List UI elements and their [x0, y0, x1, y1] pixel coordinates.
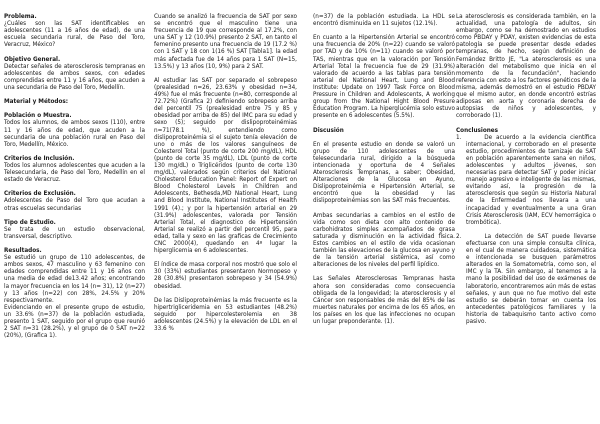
column-4-paragraph-1: La aterosclerosis es considerada también, en la actualidad, una patología de adultos, sin embargo, como se ha demostrado en estudios como PBDAY y PDAY, existen evidencias de esta patología se puede presentar desde edades tempranas, de hecho, según definición de Fernández Britto JE, "La aterosclerosis es una alteración del metabolismo que inicia en el momento de la fecundación", haciendo referencia con esto a los factores genéticos de la misma, además demostró en el estudio PBDAY que el mismo autor, en donde encontró estrías adiposas en aorta y coronaria derecha de autopsias de niños y adolescentes, y corroborado (1). [456, 14, 596, 120]
inclusion-heading: Criterios de Inclusión. [4, 155, 75, 162]
problem-heading: Problema. [4, 14, 37, 20]
column-2-paragraph-4: De las Dislipoproteinémias la más frecuente es la hipertrigliceridemia en 53 estudiantes (48.2%) seguido por hipercolesterolemia en 38 adolescentes (24.5%) y la elevación de LDL en el 33.6 % [154, 297, 297, 333]
study-type-text: Se trata de un estudio observacional, transversal, descriptivo. [4, 226, 145, 240]
column-2-paragraph-1: Cuando se analizó la frecuencia de SAT por sexo se encontró que el masculino tiene una frecuencia de 19 que corresponde al 17.2%, con una SAT y 12 (10.9%) presento 2 SAT, en tanto el femenino presento una frecuencia de 19 (17.2 %) con 1 SAT y 18 con 1(16 %) SAT [Tabla1]. la edad más afectada fue de 14 años para 1 SAT (N=15, 13.5%) y 13 años (10, 9%) para 2 SAT. [154, 14, 297, 70]
column-3-paragraph-1: (n=37) de la población estudiada. La HDL se encontró disminuida en 11 sujetos (12.1%). [313, 14, 455, 28]
column-3 [313, 14, 455, 326]
column-4 [456, 14, 596, 326]
problem-text: ¿Cuáles son las SAT identificables en adolescentes (11 a 16 años de edad), de una escuela secundaria rural, de Paso del Toro, Veracruz, México? [4, 21, 145, 49]
results-heading: Resultados. [4, 248, 42, 255]
results-text-2: Evidenciando en el presente grupo de estudio, un 33.6% (n=37) de la población estudiada, presento 1 SAT, seguido por el grupo que reunió 2 SAT n=31 (28.2%), y el grupo de 0 SAT n=22 (20%), (Grafica 1). [4, 304, 145, 340]
column-2-paragraph-2: Al estudiar las SAT por separado el sobrepeso (prealesidad n=26, 23.63% y obesidad n=34, 49%) fue el más frecuente (n=80, corresponde al 72.72%) (Grafica 2) definiendo sobrepeso arriba del percentil 75 (prealesidad entre 75 y 85 y obesidad por arriba de 85) del IMC para su edad y sexo (5); seguido por dislipoproteinémias n=71(78.1 %), entendiendo como dislipoproteinémia si el sujeto tenía elevación de uno o más de los valores sanguíneos de Colesterol Total (punto de corte 200 mg/dL), HDL (punto de corte 35 mg/dL), LDL (punto de corte 130 mg/dL) o Triglicéridos (punto de corte 130 mg/dL), valorados según criterios del National Cholesterol Education Panel: Report of Expert on Blood Cholesterol Levels in Children and Adolescents, Bethesda,MD National Heart, Lung and Blood Institute, National Institutes of Health 1991 (4).; y por la hipertensión arterial en 29 (31.9%) adolescentes, valorada por Tensión Arterial Total, el diagnostico de Hipertensión Arterial se realizó a partir del percentil 95, para edad, talla y sexo en las graficas de Crecimiento CNC 2000(4), quedando en 4º lugar la hiperglicemia en 6 adolescentes. [154, 77, 297, 255]
population-text: Todos los alumnos, de ambos sexos (110), entre 11 y 16 años de edad, que acuden a la secundaria de una población rural en Paso del Toro, Medellín, México. [4, 120, 145, 148]
inclusion-text: Todos los alumnos adolescentes que acuden a la Telesecundaria, de Paso del Toro, Medellín en el estado de Veracruz. [4, 162, 145, 184]
study-type-heading: Tipo de Estudio. [4, 219, 56, 226]
discussion-heading: Discusión [313, 127, 344, 134]
conclusion-item-1: 1. De acuerdo a la evidencia científica internacional, y corroborado en el presente estudio, procedimientos de tamizaje de SAT en población aparentemente sana en niños, adolescentes y adultos jóvenes, son necesarias para detectar SAT y poder iniciar manejo agresivo e inteligente de las mismas, evitando así, la progresión de la aterosclerosis que según su Historia Natural de la Enfermedad nos llevara a una incapacidad y eventualmente a una Gran Crisis Aterosclerosis (IAM, ECV hemorrágica o trombótica). [456, 134, 596, 226]
column-1 [4, 14, 145, 340]
population-heading: Población o Muestra. [4, 113, 72, 120]
objective-text: Detectar señales de aterosclerosis tempranas en adolescentes de ambos sexos, con edades comprendidas entre 11 y 16 años, que acuden a una secundaria de Paso del Toro, Medellín. [4, 63, 145, 91]
column-3-paragraph-4: Ambas secundarias a cambios en el estilo de vida como son dieta con alto contenido de carbohidratos simples acompañados de grasa saturada y disminución en la actividad física. Estos cambios en el estilo de vida ocasionan también las elevaciones de la glucosa en ayuno y de la tensión arterial sistémica, así como alteraciones de los niveles del perfil lipídico. [313, 212, 455, 269]
results-text: Se estudió un grupo de 110 adolescentes, de ambos sexos, 47 masculino y 63 femenino con edades comprendidas entre 11 y 16 años con una media de edad de13.42 años; encontrando la mayor frecuencia en los 14 (n= 31), 12 (n=27) y 13 años (n=22) con 28%, 24.5% y 20% respectivamente. [4, 255, 145, 304]
column-3-paragraph-3: En el presente estudio en donde se valoró un grupo de 110 adolescentes de una telesecundaria rural, dirigido a la búsqueda intencionada y oportuna de 4 Señales Aterosclerosis Tempranas, a saber; Obesidad, Alteraciones de la Glucosa en Ayuno, Dislipoproteinémia e Hipertensión Arterial, se encontró que la obesidad y las dislipoproteinémias son las SAT más frecuentes. [313, 141, 455, 205]
exclusion-text: Adolescentes de Paso del Toro que acudan a otras escuelas secundarias [4, 198, 145, 212]
methods-heading: Material y Métodos: [4, 99, 69, 106]
conclusion-item-2: 2. La detección de SAT puede llevarse efectuarse con una simple consulta clínica, en el cual de manera cuidadosa, sistemática e intencionada se busquen parámetros alterados en la Somatometría, como son, el IMC y la TA. Sin embargo, al tenemos a la mano la posibilidad del uso de exámenes de laboratorio, encontraremos aún más de estas señales, y aun que no fue motivo del este estudio se deberán tomar en cuenta los antecedentes patológicos familiares y la historia de tabaquismo tanto activo como pasivo. [456, 233, 596, 326]
column-2 [154, 14, 297, 333]
column-3-paragraph-2: En cuanto a la Hipertensión Arterial se encontró una frecuencia de 20% (n=22) cuando se valoró por TAD y de 10% (n=11) cuando se valoró por TAS, mientras que en la valoración por Tensión Arterial Total la frecuencia fue de 29 (31.9%) valorado de acuerdo a las tablas para tensión arterial del National Heart, Lung and Blood Institute: Update on 1997 Task Force on Blood Pressure in Children and Adolescents, A working group from the National Hight Blood Presure Education Program. La hiperglucémia solo estuvo presente en 6 adolescentes (5.5%). [313, 35, 455, 120]
objective-heading: Objetivo General. [4, 56, 61, 63]
column-3-paragraph-5: Las Señales Aterosclerosas Tempranas hasta ahora son consideradas como consecuencia obligada de la longevidad; la aterosclerosis y el Cáncer son responsables de más del 85% de las muertes naturales por encima de los 65 años, en los países en los que las infecciones no ocupan un lugar preponderante. (1). [313, 276, 455, 326]
conclusions-heading: Conclusiones [456, 127, 499, 134]
column-2-paragraph-3: El índice de masa corporal nos mostró que solo el 30 (33%) estudiantes presentaron Normopeso y 28 (30.8%) presentaron sobrepeso y 34 (54.9%) obesidad. [154, 262, 297, 290]
exclusion-heading: Criterios de Exclusión. [4, 191, 76, 198]
